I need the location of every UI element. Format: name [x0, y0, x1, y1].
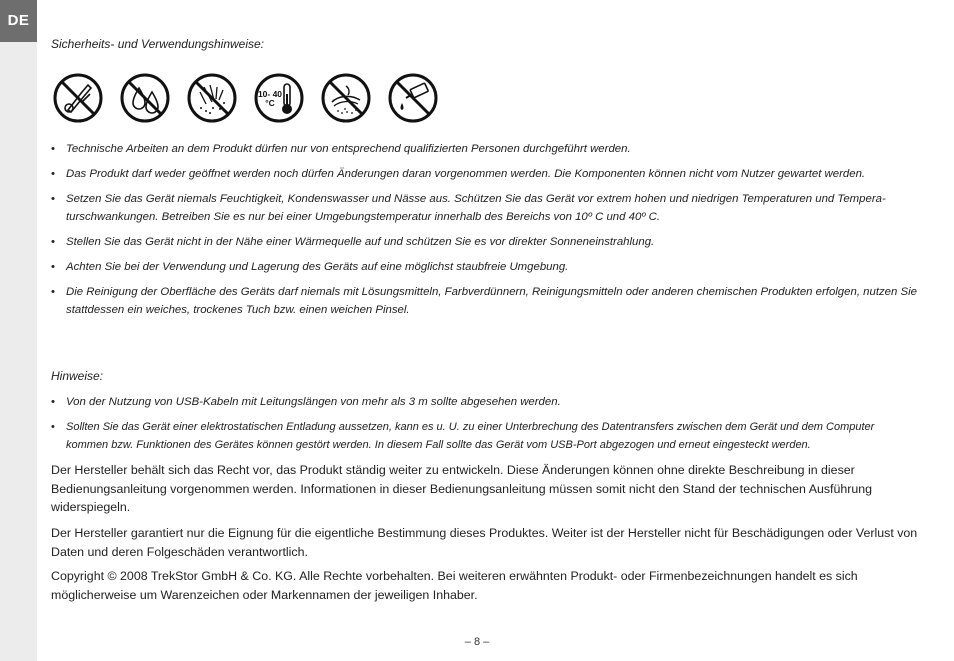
no-cutting-tools-icon — [52, 72, 104, 124]
no-chemicals-icon — [387, 72, 439, 124]
side-strip — [0, 0, 37, 661]
paragraph-copyright: Copyright © 2008 TrekStor GmbH & Co. KG. Alle Rechte vorbehalten. Bei weiteren erwähnten Produkt- oder Firmenbezeichnungen handelt es sich möglicherweise um Warenzeichen oder Markennamen der jeweiligen Inhaber. — [51, 569, 858, 602]
paragraph-development: Der Hersteller behält sich das Recht vor, das Produkt ständig weiter zu entwickeln. Diese Änderungen können ohne direkte Beschreibung in dieser Bedienungsanleitung vorgenommen werden. Informationen in dieser Bedienungsanleitung müssen somit nicht den Stand der technischen Ausführung widerspiegeln. — [51, 463, 873, 514]
list-item: • Achten Sie bei der Verwendung und Lagerung des Geräts auf eine möglichst staubfreie Umgebung. — [51, 258, 917, 276]
no-dust-icon — [186, 72, 238, 124]
list-item: • Sollten Sie das Gerät einer elektrostatischen Entladung aussetzen, kann es u. U. zu einer Unterbrechung des Datentransfers zwischen dem Gerät und dem Computer kommen bzw. Funktionen des Gerätes können gestört werden. In diesem Fall sollte das Gerät vom USB-Port abgezogen und erneut eingesteckt werden. — [51, 418, 917, 454]
safety-list — [51, 140, 917, 326]
temperature-range-icon — [253, 72, 305, 124]
list-item: • Von der Nutzung von USB-Kabeln mit Leitungslängen von mehr als 3 m sollte abgesehen werden. — [51, 393, 917, 411]
list-item: • Die Reinigung der Oberfläche des Geräts darf niemals mit Lösungsmitteln, Farbverdünnern, Reinigungsmitteln oder anderen chemischen Produkten erfolgen, nutzen Sie stattdessen ein weiches, trockenes Tuch bzw. einen weichen Pinsel. — [51, 283, 917, 319]
language-tab: DE — [0, 0, 37, 42]
list-item: • Stellen Sie das Gerät nicht in der Nähe einer Wärmequelle auf und schützen Sie es vor direkter Sonneneinstrahlung. — [51, 233, 917, 251]
list-item: • Setzen Sie das Gerät niemals Feuchtigkeit, Kondenswasser und Nässe aus. Schützen Sie das Gerät vor extrem hohen und niedrigen Temperaturen und Tempera-turschwankungen. Betreiben Sie es nur bei einer Umgebungstemperatur innerhalb des Bereichs von 10º C und 40º C. — [51, 190, 917, 226]
list-item: • Das Produkt darf weder geöffnet werden noch dürfen Änderungen daran vorgenommen werden. Die Komponenten können nicht vom Nutzer gewartet werden. — [51, 165, 917, 183]
page-number: – 8 – — [464, 636, 490, 648]
list-item: • Technische Arbeiten an dem Produkt dürfen nur von entsprechend qualifizierten Personen durchgeführt werden. — [51, 140, 917, 158]
temperature-range-label: 10- 40 — [257, 89, 283, 99]
notes-list — [51, 393, 917, 461]
paragraph-warranty: Der Hersteller garantiert nur die Eignung für die eigentliche Bestimmung dieses Produktes. Weiter ist der Hersteller nicht für Beschädigungen oder Verlust von Daten und deren Folgeschäden verantwortlich. — [51, 526, 918, 559]
notes-heading: Hinweise: — [51, 369, 104, 383]
no-magnet-icon — [320, 72, 372, 124]
temperature-unit-label: °C — [265, 98, 275, 108]
no-liquids-icon — [119, 72, 171, 124]
safety-icons — [52, 72, 439, 124]
safety-heading: Sicherheits- und Verwendungshinweise: — [51, 37, 265, 51]
